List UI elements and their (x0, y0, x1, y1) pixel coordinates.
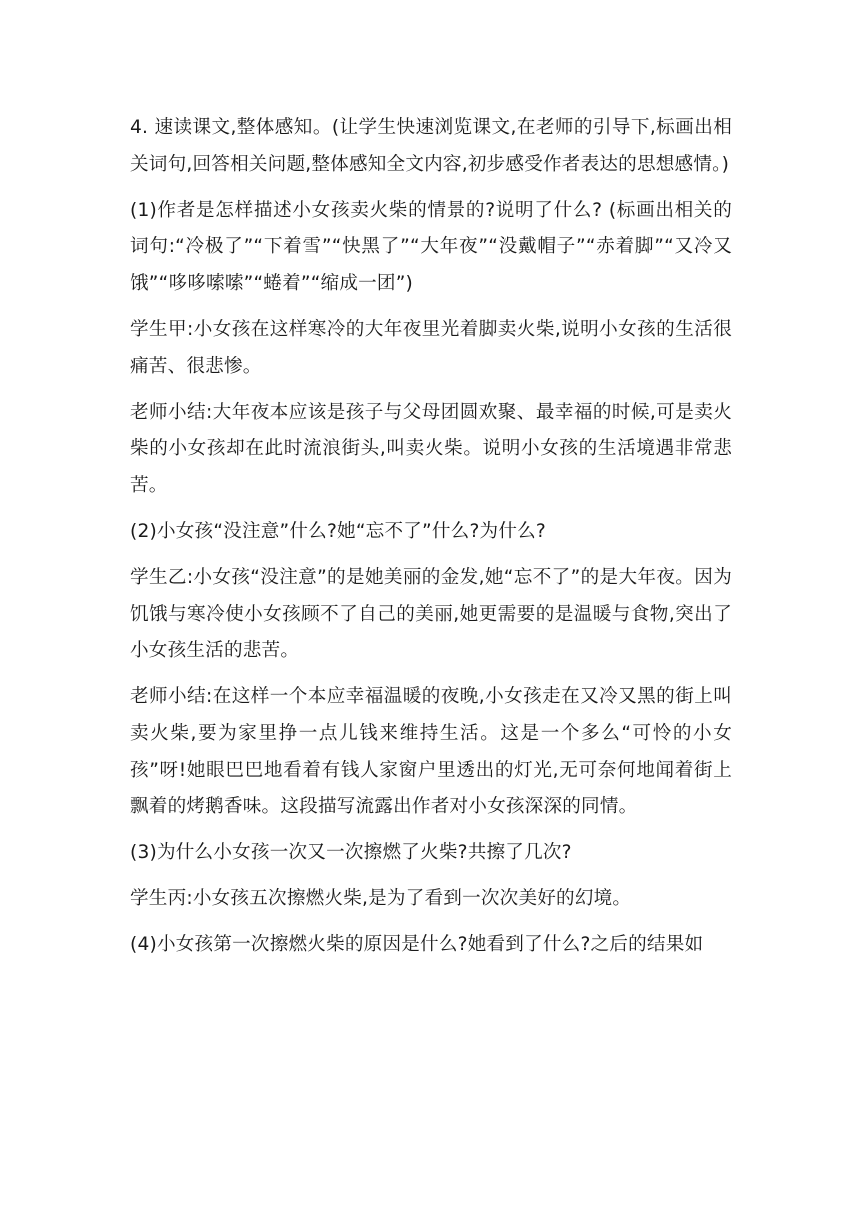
paragraph-teacher-summary-2: 老师小结:在这样一个本应幸福温暖的夜晚,小女孩走在又冷又黑的街上叫卖火柴,要为家里挣一点儿钱来维持生活。这是一个多么“可怜的小女孩”呀!她眼巴巴地看着有钱人家窗户里透出的灯光,无可奈何地闻着街上飘着的烤鹅香味。这段描写流露出作者对小女孩深深的同情。 (130, 686, 732, 818)
paragraph-teacher-summary-1: 老师小结:大年夜本应该是孩子与父母团圆欢聚、最幸福的时候,可是卖火柴的小女孩却在此时流浪街头,叫卖火柴。说明小女孩的生活境遇非常悲苦。 (130, 401, 732, 496)
paragraph-question-4: (4)小女孩第一次擦燃火柴的原因是什么?她看到了什么?之后的结果如 (130, 934, 704, 956)
document-body (130, 110, 732, 973)
paragraph-student-b: 学生乙:小女孩“没注意”的是她美丽的金发,她“忘不了”的是大年夜。因为饥饿与寒冷使小女孩顾不了自己的美丽,她更需要的是温暖与食物,突出了小女孩生活的悲苦。 (130, 567, 732, 662)
paragraph-question-1: (1)作者是怎样描述小女孩卖火柴的情景的?说明了什么? (标画出相关的词句:“冷极了”“下着雪”“快黑了”“大年夜”“没戴帽子”“赤着脚”“又冷又饿”“哆哆嗦嗦”“蜷着”“缩成一团”) (130, 199, 732, 294)
paragraph-question-2: (2)小女孩“没注意”什么?她“忘不了”什么?为什么? (130, 520, 546, 542)
paragraph-step-4: 4. 速读课文,整体感知。(让学生快速浏览课文,在老师的引导下,标画出相关词句,回答相关问题,整体感知全文内容,初步感受作者表达的思想感情。) (130, 117, 732, 175)
paragraph-student-a: 学生甲:小女孩在这样寒冷的大年夜里光着脚卖火柴,说明小女孩的生活很痛苦、很悲惨。 (130, 318, 732, 377)
paragraph-question-3: (3)为什么小女孩一次又一次擦燃了火柴?共擦了几次? (130, 842, 572, 864)
paragraph-student-c: 学生丙:小女孩五次擦燃火柴,是为了看到一次次美好的幻境。 (130, 888, 632, 910)
